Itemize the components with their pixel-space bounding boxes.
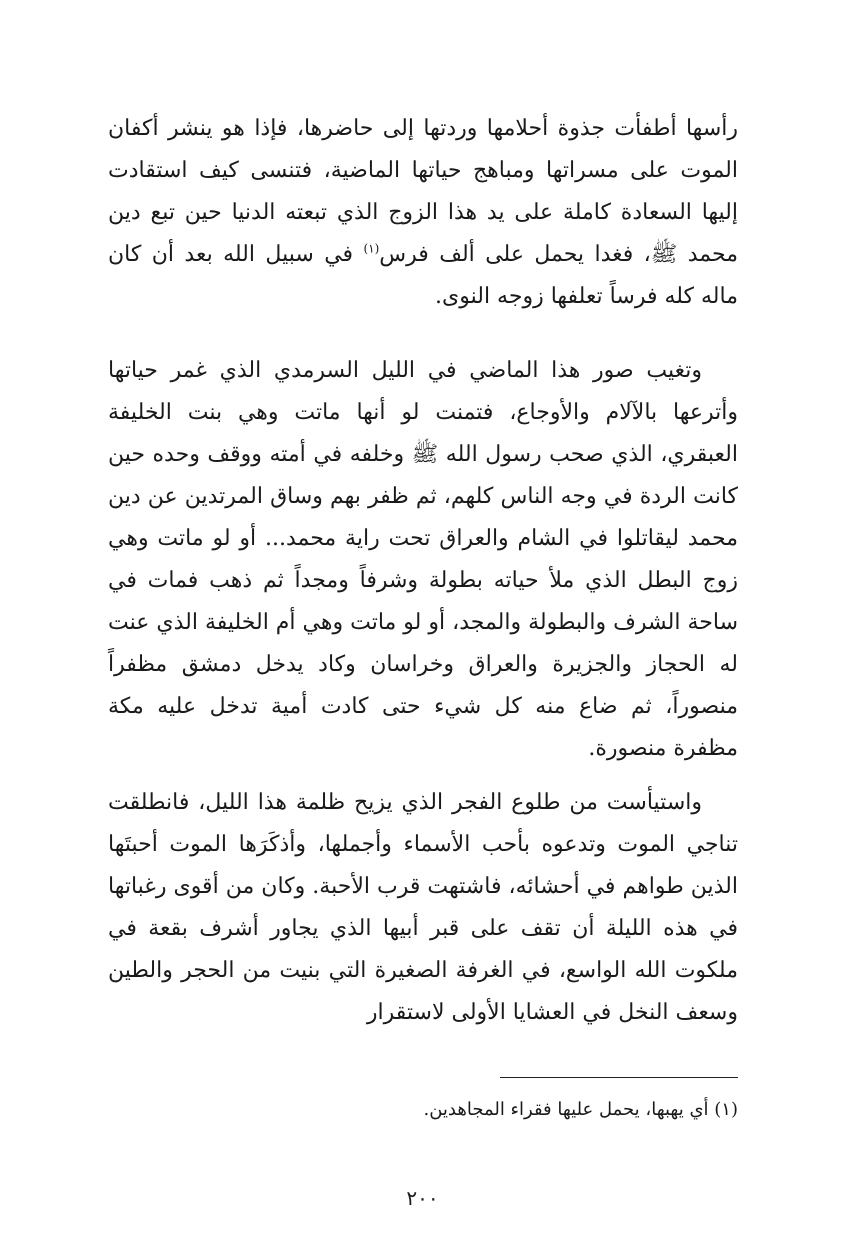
paragraph-1 — [108, 108, 738, 318]
paragraph-1-text — [108, 108, 738, 318]
footnote: (١) أي يهبها، يحمل عليها فقراء المجاهدين. — [423, 1099, 738, 1120]
paragraph-2 — [108, 350, 738, 770]
paragraph-3 — [108, 782, 738, 1034]
paragraph-2-text: وتغيب صور هذا الماضي في الليل السرمدي الذي غمر حياتها وأترعها بالآلام والأوجاع، فتمنت لو أنها ماتت وهي بنت الخليفة العبقري، الذي صحب رسول الله ﷺ وخلفه في أمته ووقف وحده حين كانت الردة في وجه الناس كلهم، ثم ظفر بهم وساق المرتدين عن دين محمد ليقاتلوا في الشام والعراق تحت راية محمد... أو لو ماتت وهي زوج البطل الذي ملأ حياته بطولة وشرفاً ومجداً ثم ذهب فمات في ساحة الشرف والبطولة والمجد، أو لو ماتت وهي أم الخليفة الذي عنت له الحجاز والجزيرة والعراق وخراسان وكاد يدخل دمشق مظفراً منصوراً، ثم ضاع منه كل شيء حتى كادت أمية تدخل عليه مكة مظفرة منصورة. — [108, 358, 738, 761]
footnote-divider — [500, 1077, 738, 1078]
paragraph-3-text: واستيأست من طلوع الفجر الذي يزيح ظلمة هذا الليل، فانطلقت تناجي الموت وتدعوه بأحب الأسماء وأجملها، وأذكَرَها الموت أحبتَها الذين طواهم في أحشائه، فاشتهت قرب الأحبة. وكان من أقوى رغباتها في هذه الليلة أن تقف على قبر أبيها الذي يجاور أشرف بقعة في ملكوت الله الواسع، في الغرفة الصغيرة التي بنيت من الحجر والطين وسعف النخل في العشايا الأولى لاستقرار — [108, 790, 738, 1025]
paragraph-1-text-after: في سبيل الله بعد أن كان ماله كله فرساً تعلفها زوجه النوى. — [108, 242, 738, 309]
paragraph-1-text-before: رأسها أطفأت جذوة أحلامها وردتها إلى حاضرها، فإذا هو ينشر أكفان الموت على مسراتها ومباهج حياتها الماضية، فتنسى كيف استقادت إليها السعادة كاملة على يد هذا الزوج الذي تبعته الدنيا حين تبع دين محمد ﷺ، فغدا يحمل على ألف فرس — [108, 116, 738, 267]
page-number: ٢٠٠ — [406, 1186, 439, 1210]
footnote-reference: (١) — [363, 241, 380, 256]
